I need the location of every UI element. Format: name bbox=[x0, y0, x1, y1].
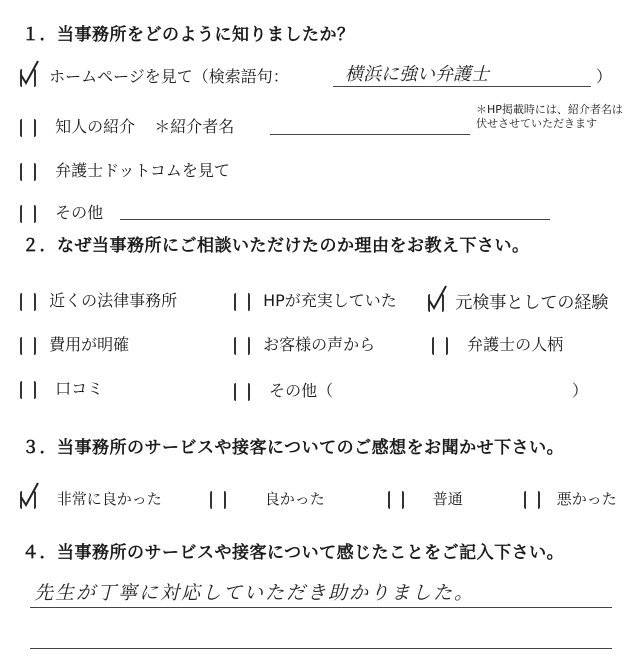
option-label: 普通 bbox=[432, 490, 463, 508]
referrer-name-line bbox=[270, 134, 470, 135]
q4-answer-handwritten: 先生が丁寧に対応していただき助かりました。 bbox=[34, 582, 476, 604]
checkbox[interactable] bbox=[210, 491, 226, 509]
checkbox[interactable] bbox=[20, 491, 36, 509]
q2-option-nearby[interactable] bbox=[20, 288, 177, 311]
q3-option-good[interactable] bbox=[210, 488, 325, 509]
search-term-handwritten: 横浜に強い弁護士 bbox=[345, 64, 489, 85]
q1-option-homepage[interactable] bbox=[20, 64, 289, 87]
option-label: 良かった bbox=[264, 490, 325, 508]
option-label: ホームページを見て（検索語句： bbox=[49, 67, 289, 86]
q1-option-other[interactable] bbox=[20, 200, 103, 223]
other-line bbox=[120, 219, 550, 220]
option-label: 口コミ bbox=[55, 379, 104, 398]
q3-option-bad[interactable] bbox=[524, 488, 617, 509]
option-label: お客様の声から bbox=[263, 335, 376, 354]
q2-option-hp[interactable] bbox=[234, 288, 397, 311]
checkbox[interactable] bbox=[234, 337, 250, 355]
option-label: その他 bbox=[55, 203, 104, 222]
option-label: 知人の紹介 bbox=[55, 117, 136, 136]
checkbox[interactable] bbox=[20, 381, 36, 399]
q3-option-very-good[interactable] bbox=[20, 488, 162, 509]
checkmark-icon bbox=[18, 59, 40, 89]
option-label: 元検事としての経験 bbox=[455, 293, 609, 313]
q2-close-paren: ） bbox=[572, 381, 589, 400]
checkbox[interactable] bbox=[20, 163, 36, 181]
checkbox[interactable] bbox=[428, 294, 444, 312]
q1-close-paren: ） bbox=[596, 67, 613, 86]
checkbox[interactable] bbox=[20, 337, 36, 355]
q2-option-reviews[interactable] bbox=[234, 332, 375, 355]
checkmark-icon bbox=[426, 284, 448, 314]
checkbox[interactable] bbox=[20, 69, 36, 87]
checkbox[interactable] bbox=[234, 293, 250, 311]
checkbox[interactable] bbox=[20, 119, 36, 137]
checkbox[interactable] bbox=[432, 337, 448, 355]
option-label: 非常に良かった bbox=[56, 490, 162, 508]
option-label: 弁護士ドットコムを見て bbox=[55, 161, 230, 180]
q3-option-neutral[interactable] bbox=[388, 488, 463, 509]
checkbox[interactable] bbox=[20, 205, 36, 223]
q2-option-word-of-mouth[interactable] bbox=[20, 376, 103, 399]
answer-line-2 bbox=[30, 648, 612, 649]
q2-option-cost[interactable] bbox=[20, 332, 129, 355]
checkbox[interactable] bbox=[20, 293, 36, 311]
option-label: 弁護士の人柄 bbox=[467, 335, 564, 354]
q2-option-personality[interactable] bbox=[432, 332, 563, 355]
privacy-note-2: 伏せさせていただきます bbox=[476, 117, 597, 130]
checkbox[interactable] bbox=[388, 491, 404, 509]
q3-title: ３．当事務所のサービスや接客についてのご感想をお聞かせ下さい。 bbox=[22, 438, 565, 458]
checkmark-icon bbox=[18, 481, 40, 511]
option-label: HPが充実していた bbox=[263, 291, 397, 310]
checkbox[interactable] bbox=[234, 383, 250, 401]
checkbox[interactable] bbox=[524, 491, 540, 509]
q2-option-prosecutor[interactable] bbox=[428, 288, 608, 313]
option-label: その他（ bbox=[269, 381, 334, 400]
q1-title: １．当事務所をどのように知りましたか？ bbox=[22, 25, 355, 45]
q2-title: ２．なぜ当事務所にご相談いただけたのか理由をお教え下さい。 bbox=[22, 236, 530, 256]
answer-line-1 bbox=[30, 607, 612, 608]
option-label: 悪かった bbox=[556, 490, 617, 508]
q2-option-other[interactable] bbox=[234, 378, 333, 401]
option-label: 近くの法律事務所 bbox=[49, 291, 178, 310]
privacy-note-1: ＊HP掲載時には、紹介者名は bbox=[476, 103, 623, 116]
q4-title: ４．当事務所のサービスや接客について感じたことをご記入下さい。 bbox=[22, 543, 565, 563]
option-label: 費用が明確 bbox=[49, 335, 130, 354]
referrer-label: ＊紹介者名 bbox=[154, 117, 235, 136]
q1-option-bengoshi-dotcom[interactable] bbox=[20, 158, 230, 181]
search-term-line bbox=[333, 86, 591, 87]
q1-option-acquaintance[interactable] bbox=[20, 114, 234, 137]
